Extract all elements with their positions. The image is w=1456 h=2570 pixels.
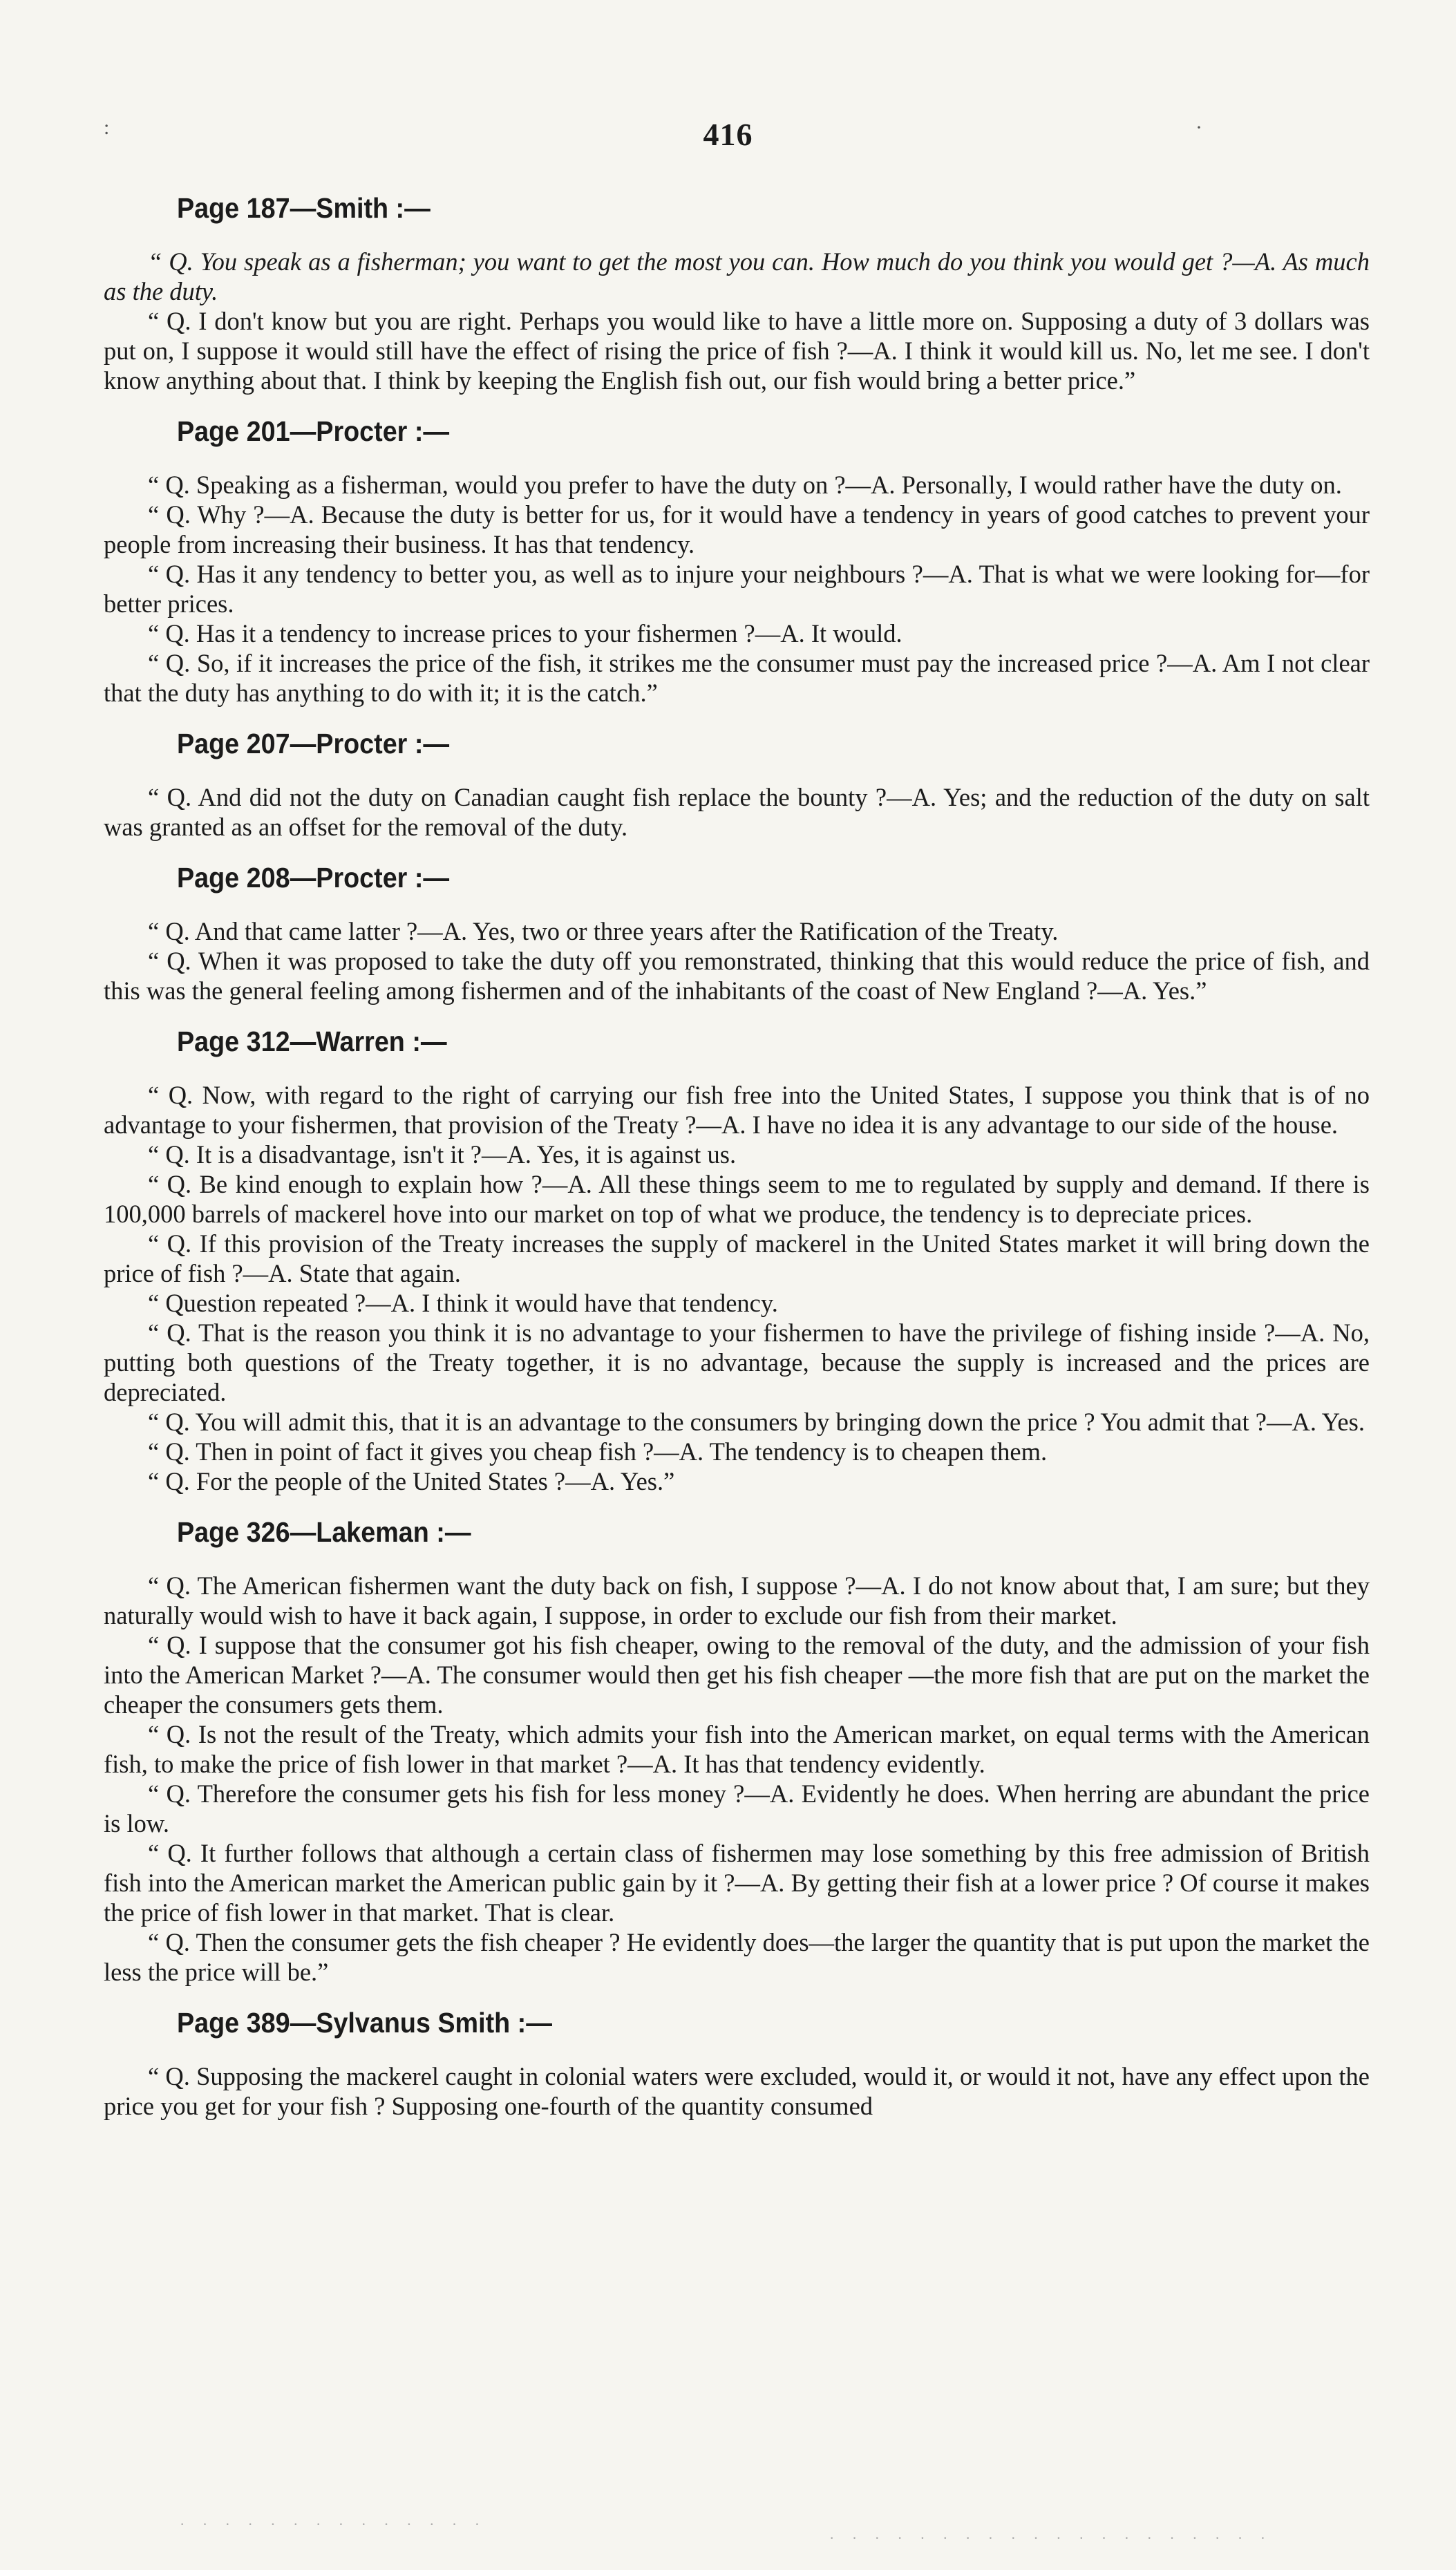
qa-paragraph: “ Question repeated ?—A. I think it would have that tendency. [148, 1289, 778, 1317]
qa-paragraph: “ Q. When it was proposed to take the duty off you remonstrated, thinking that this would reduce the price of fish, and this was the general feeling among fishermen and of the inhabitants of the coast of New England ?—A. Yes.” [104, 947, 1370, 1005]
qa-paragraph: “ Q. The American fishermen want the duty back on fish, I suppose ?—A. I do not know about that, I am sure; but they naturally would wish to have it back again, I suppose, in order to exclude our fish from their market. [104, 1571, 1370, 1629]
qa-paragraph: “ Q. It is a disadvantage, isn't it ?—A. Yes, it is against us. [148, 1140, 737, 1169]
section-heading: Page 312—Warren :— [177, 1026, 447, 1057]
qa-paragraph: “ Q. It further follows that although a certain class of fishermen may lose something by this free admission of British fish into the American market the American public gain by it ?—A. By getting their fish at a lower price ? Of course it makes the price of fish lower in that market. That is clear. [104, 1839, 1370, 1927]
section-heading: Page 207—Procter :— [177, 728, 450, 759]
qa-paragraph: “ Q. Therefore the consumer gets his fish for less money ?—A. Evidently he does. When herring are abundant the price is low. [104, 1779, 1370, 1837]
testimony-section [104, 1514, 1370, 1987]
testimony-section [104, 2005, 1370, 2121]
testimony-section [104, 726, 1370, 842]
testimony-section [104, 190, 1370, 395]
qa-paragraph: “ Q. Supposing the mackerel caught in colonial waters were excluded, would it, or would it not, have any effect upon the price you get for your fish ? Supposing one-fourth of the quantity consumed [104, 2062, 1370, 2120]
testimony-section [104, 1023, 1370, 1496]
margin-dots: : [104, 116, 110, 139]
document-body [104, 190, 1370, 2139]
section-heading: Page 187—Smith :— [177, 192, 431, 224]
qa-paragraph: “ Q. If this provision of the Treaty increases the supply of mackerel in the United States market it will bring down the price of fish ?—A. State that again. [104, 1229, 1370, 1287]
qa-paragraph: “ Q. For the people of the United States ?—A. Yes.” [148, 1467, 675, 1495]
qa-paragraph: “ Q. Why ?—A. Because the duty is better for us, for it would have a tendency in years of good catches to prevent your people from increasing their business. It has that tendency. [104, 500, 1370, 558]
qa-paragraph: “ Q. Then in point of fact it gives you cheap fish ?—A. The tendency is to cheapen them. [148, 1437, 1048, 1466]
qa-paragraph: “ Q. Speaking as a fisherman, would you prefer to have the duty on ?—A. Personally, I would rather have the duty on. [148, 471, 1342, 499]
qa-paragraph: “ Q. You speak as a fisherman; you want to get the most you can. How much do you think you would get ?—A. As much as the duty. [104, 247, 1370, 305]
paper-speckle: · · · · · · · · · · · · · · [180, 2515, 487, 2533]
qa-paragraph: “ Q. That is the reason you think it is no advantage to your fishermen to have the privilege of fishing inside ?—A. No, putting both questions of the Treaty together, it is no advantage, because the supply is increased and the prices are depreciated. [104, 1319, 1370, 1406]
qa-paragraph: “ Q. Is not the result of the Treaty, which admits your fish into the American market, on equal terms with the American fish, to make the price of fish lower in that market ?—A. It has that tendency evidently. [104, 1720, 1370, 1778]
section-heading: Page 389—Sylvanus Smith :— [177, 2007, 552, 2039]
qa-paragraph: “ Q. And did not the duty on Canadian caught fish replace the bounty ?—A. Yes; and the reduction of the duty on salt was granted as an offset for the removal of the duty. [104, 783, 1370, 841]
qa-paragraph: “ Q. Has it any tendency to better you, as well as to injure your neighbours ?—A. That is what we were looking for—for better prices. [104, 560, 1370, 618]
page-number: 416 [703, 117, 753, 152]
section-heading: Page 208—Procter :— [177, 862, 450, 894]
testimony-section [104, 413, 1370, 708]
qa-paragraph: “ Q. And that came latter ?—A. Yes, two or three years after the Ratification of the Treaty. [148, 917, 1059, 945]
section-heading: Page 201—Procter :— [177, 415, 450, 447]
qa-paragraph: “ Q. I suppose that the consumer got his fish cheaper, owing to the removal of the duty, and the admission of your fish into the American Market ?—A. The consumer would then get his fish cheaper —the more fish that are put on the market the cheaper the consumers gets them. [104, 1631, 1370, 1719]
qa-paragraph: “ Q. You will admit this, that it is an advantage to the consumers by bringing down the price ? You admit that ?—A. Yes. [148, 1408, 1365, 1436]
qa-paragraph: “ Q. I don't know but you are right. Perhaps you would like to have a little more on. Supposing a duty of 3 dollars was put on, I suppose it would still have the effect of rising the price of fish ?—A. I think it would kill us. No, let me see. I don't know anything about that. I think by keeping the English fish out, our fish would bring a better price.” [104, 307, 1370, 395]
qa-paragraph: “ Q. Be kind enough to explain how ?—A. All these things seem to me to regulated by supply and demand. If there is 100,000 barrels of mackerel hove into our market on top of what we produce, the tendency is to depreciate prices. [104, 1170, 1370, 1228]
qa-paragraph: “ Q. Then the consumer gets the fish cheaper ? He evidently does—the larger the quantity that is put upon the market the less the price will be.” [104, 1928, 1370, 1986]
paper-speckle: · · · · · · · · · · · · · · · · · · · · [829, 2529, 1273, 2547]
qa-paragraph: “ Q. Has it a tendency to increase prices to your fishermen ?—A. It would. [148, 619, 902, 648]
qa-paragraph: “ Q. So, if it increases the price of the fish, it strikes me the consumer must pay the increased price ?—A. Am I not clear that the duty has anything to do with it; it is the catch.” [104, 649, 1370, 707]
margin-dots: · [1195, 116, 1202, 139]
testimony-section [104, 860, 1370, 1005]
qa-paragraph: “ Q. Now, with regard to the right of carrying our fish free into the United States, I suppose you think that is of no advantage to your fishermen, that provision of the Treaty ?—A. I have no idea it is any advantage to our side of the house. [104, 1081, 1370, 1139]
section-heading: Page 326—Lakeman :— [177, 1516, 471, 1548]
